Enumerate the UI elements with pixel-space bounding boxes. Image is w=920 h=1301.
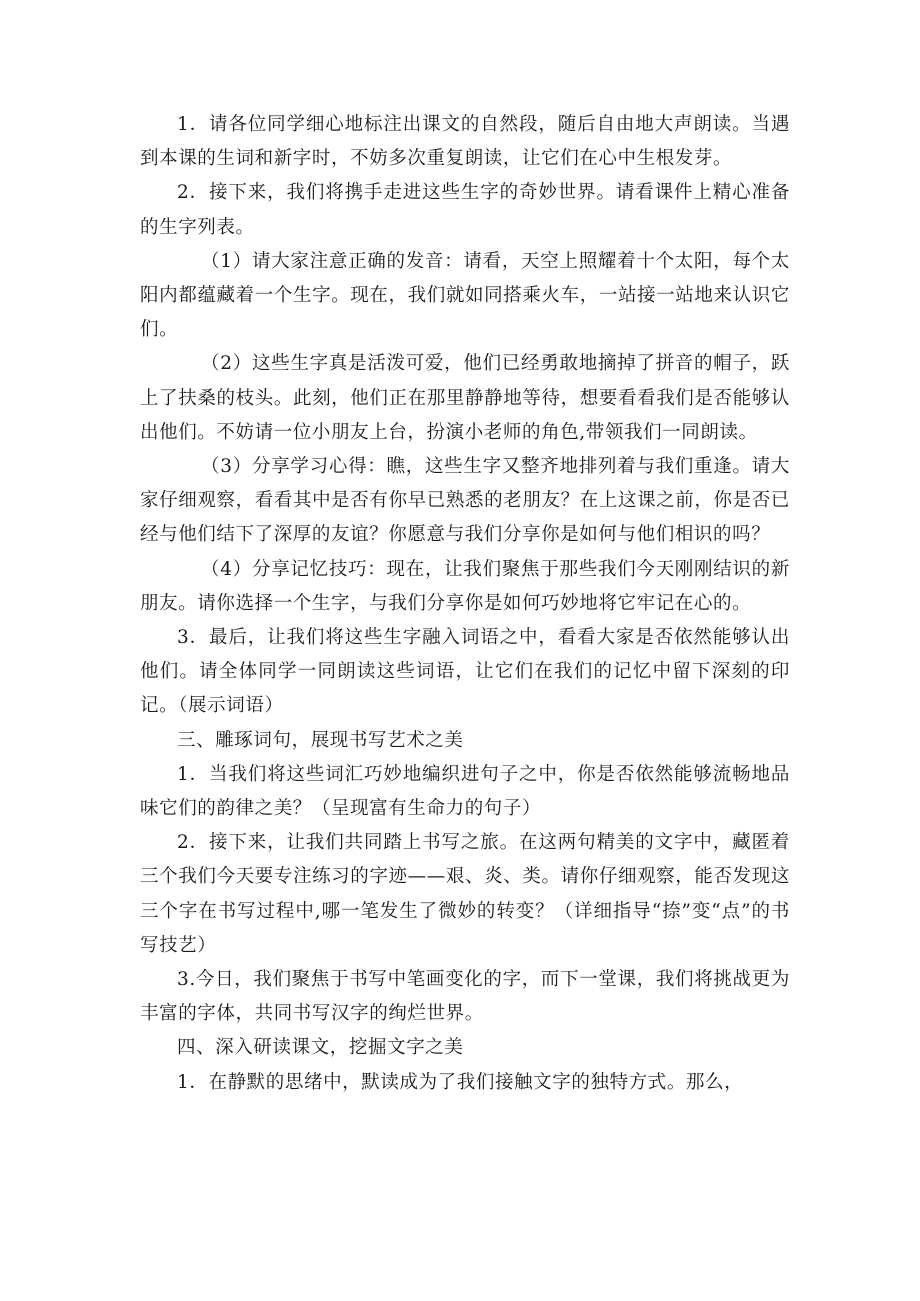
paragraph-little-teacher: （2）这些生字真是活泼可爱，他们已经勇敢地摘掉了拼音的帽子，跃上了扶桑的枝头。此刻，他们正在那里静静地等待，想要看看我们是否能够认出他们。不妨请一位小朋友上台，扮演小老师的角色,带领我们一同朗读。 (140, 353, 790, 443)
paragraph-new-characters: 2．接下来，我们将携手走进这些生字的奇妙世界。请看课件上精心准备的生字列表。 (140, 182, 790, 238)
paragraph-next-lesson: 3.今日，我们聚焦于书写中笔画变化的字，而下一堂课，我们将挑战更为丰富的字体，共同书写汉字的绚烂世界。 (140, 969, 790, 1025)
paragraph-share-experience: （3）分享学习心得：瞧，这些生字又整齐地排列着与我们重逢。请大家仔细观察，看看其中是否有你早已熟悉的老朋友？在上这课之前，你是否已经与他们结下了深厚的友谊？你愿意与我们分享你是如何与他们相识的吗？ (140, 456, 790, 546)
paragraph-pronunciation: （1）请大家注意正确的发音：请看，天空上照耀着十个太阳，每个太阳内都蕴藏着一个生字。现在，我们就如同搭乘火车，一站接一站地来认识它们。 (140, 250, 790, 341)
section-heading-writing: 三、雕琢词句，展现书写艺术之美 (177, 729, 464, 751)
paragraph-sentences: 1．当我们将这些词汇巧妙地编织进句子之中，你是否依然能够流畅地品味它们的韵律之美？（呈现富有生命力的句子） (140, 763, 790, 820)
paragraph-read-aloud: 1．请各位同学细心地标注出课文的自然段，随后自由地大声朗读。当遇到本课的生词和新字时，不妨多次重复朗读，让它们在心中生根发芽。 (140, 114, 790, 170)
paragraph-read-words: 3．最后，让我们将这些生字融入词语之中，看看大家是否依然能够认出他们。请全体同学一同朗读这些词语，让它们在我们的记忆中留下深刻的印记。（展示词语） (140, 627, 790, 717)
paragraph-writing-practice: 2．接下来，让我们共同踏上书写之旅。在这两句精美的文字中，藏匿着三个我们今天要专注练习的字迹——艰、炎、类。请你仔细观察，能否发现这三个字在书写过程中,哪一笔发生了微妙的转变？（详细指导“捺”变“点”的书写技艺） (140, 832, 790, 956)
section-heading-study-text: 四、深入研读课文，挖掘文字之美 (177, 1037, 464, 1059)
document-body (140, 108, 790, 1100)
paragraph-memory-tips: （4）分享记忆技巧：现在，让我们聚焦于那些我们今天刚刚结识的新朋友。请你选择一个生字，与我们分享你是如何巧妙地将它牢记在心的。 (140, 558, 790, 614)
paragraph-silent-reading: 1．在静默的思绪中，默读成为了我们接触文字的独特方式。那么， (177, 1071, 744, 1093)
